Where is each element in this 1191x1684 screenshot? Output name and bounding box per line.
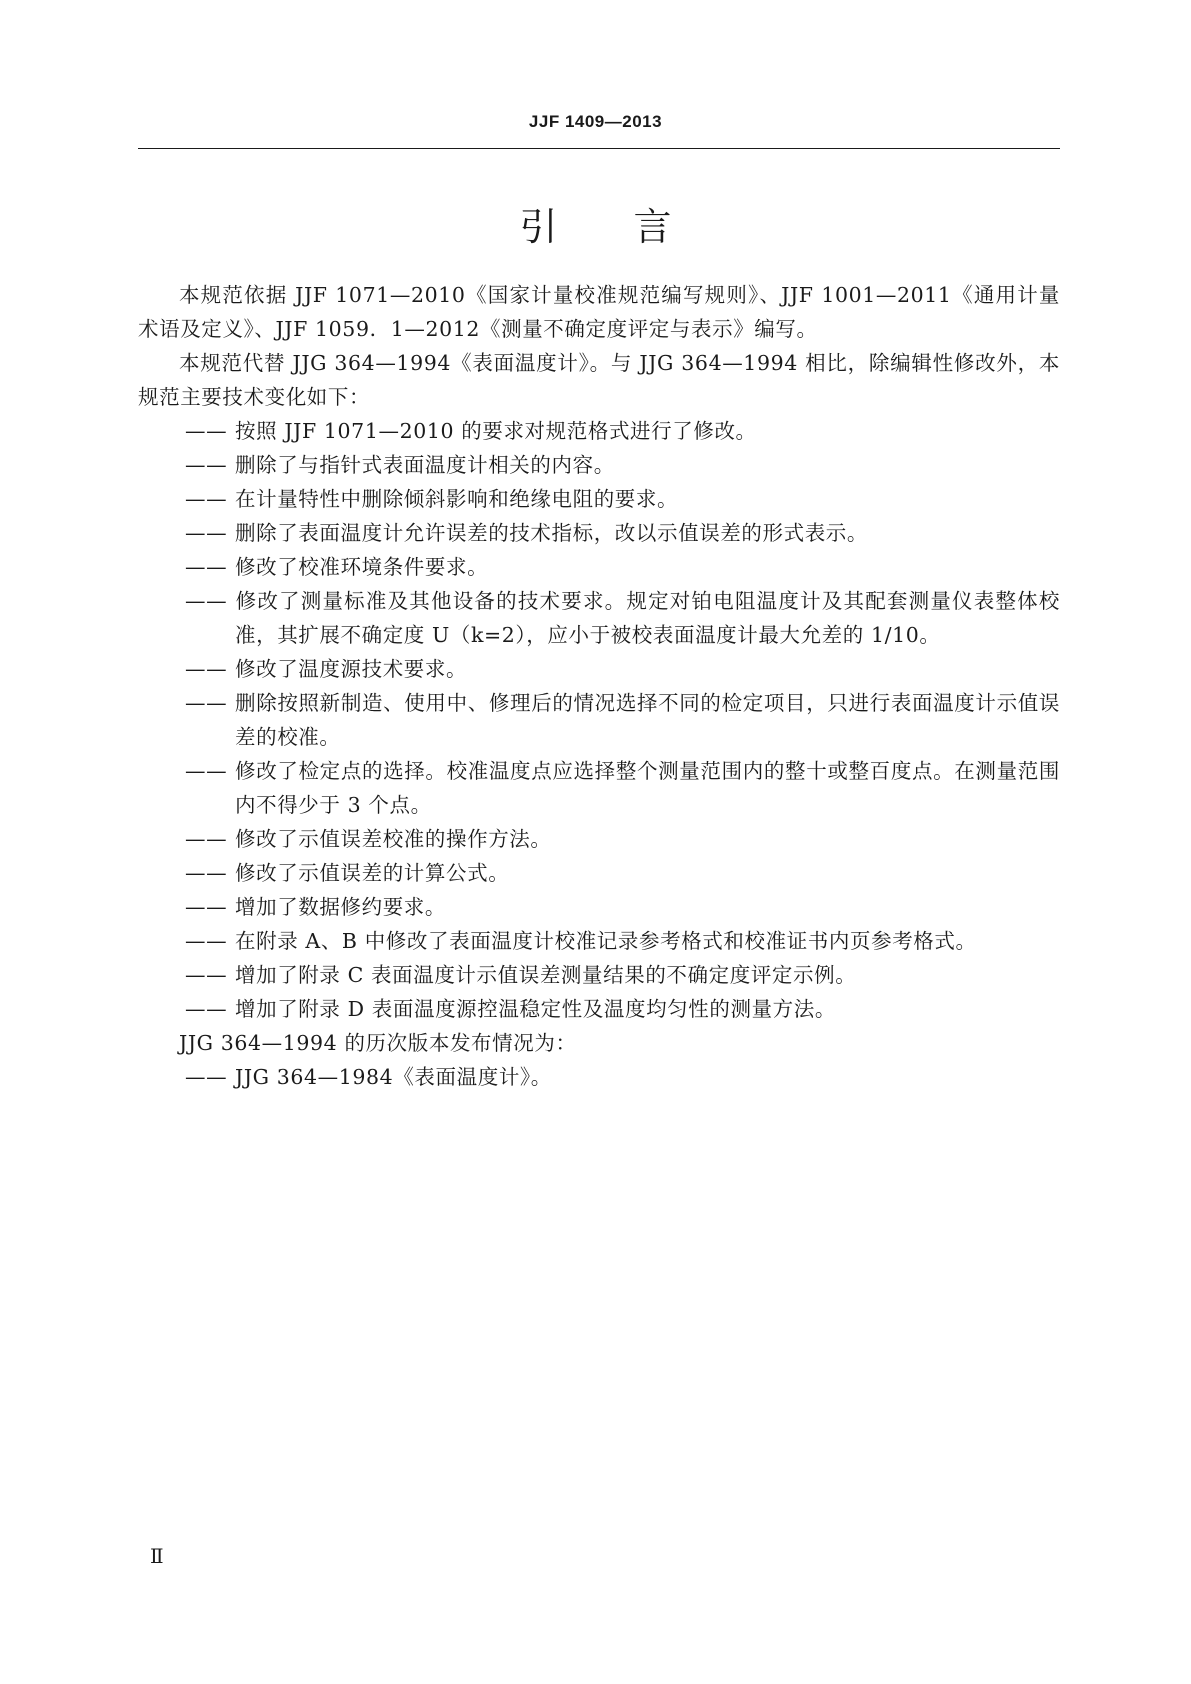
- history-item-text: JJG 364—1984《表面温度计》。: [235, 1065, 552, 1089]
- change-item-text: 修改了校准环境条件要求。: [235, 555, 489, 579]
- change-item-text: 修改了示值误差校准的操作方法。: [235, 827, 552, 851]
- change-item: [138, 856, 1060, 890]
- document-code-header: JJF 1409—2013: [528, 112, 663, 131]
- dash-mark: ——: [185, 963, 228, 987]
- dash-mark: ——: [185, 555, 228, 579]
- intro-paragraph-replacement: 本规范代替 JJG 364—1994《表面温度计》。与 JJG 364—1994 相比，除编辑性修改外，本规范主要技术变化如下：: [138, 351, 1060, 409]
- dash-mark: ——: [185, 691, 228, 715]
- change-item-text: 修改了示值误差的计算公式。: [235, 861, 510, 885]
- page-title: 引言: [519, 205, 748, 249]
- history-heading: JJG 364—1994 的历次版本发布情况为：: [179, 1031, 577, 1055]
- dash-mark: ——: [185, 997, 228, 1021]
- change-item: [138, 448, 1060, 482]
- change-item: [138, 890, 1060, 924]
- dash-mark: ——: [185, 861, 228, 885]
- intro-paragraph-basis: 本规范依据 JJF 1071—2010《国家计量校准规范编写规则》、JJF 1001—2011《通用计量术语及定义》、JJF 1059．1—2012《测量不确定度评定与表示》编写。: [138, 283, 1060, 341]
- change-item-text: 删除了表面温度计允许误差的技术指标，改以示值误差的形式表示。: [235, 521, 868, 545]
- change-item-text: 增加了数据修约要求。: [235, 895, 446, 919]
- change-item-text: 修改了检定点的选择。校准温度点应选择整个测量范围内的整十或整百度点。在测量范围内不得少于 3 个点。: [235, 759, 1060, 817]
- change-item: [138, 652, 1060, 686]
- dash-mark: ——: [185, 487, 228, 511]
- change-item-text: 按照 JJF 1071—2010 的要求对规范格式进行了修改。: [235, 419, 757, 443]
- dash-mark: ——: [185, 1065, 228, 1089]
- dash-mark: ——: [185, 929, 228, 953]
- change-item-text: 在计量特性中删除倾斜影响和绝缘电阻的要求。: [235, 487, 679, 511]
- change-item: [138, 958, 1060, 992]
- change-item: [138, 482, 1060, 516]
- header-divider: [138, 148, 1060, 149]
- change-item-text: 在附录 A、B 中修改了表面温度计校准记录参考格式和校准证书内页参考格式。: [235, 929, 977, 953]
- dash-mark: ——: [185, 589, 228, 613]
- change-item-text: 修改了测量标准及其他设备的技术要求。规定对铂电阻温度计及其配套测量仪表整体校准，其扩展不确定度 U（k=2），应小于被校表面温度计最大允差的 1/10。: [235, 589, 1060, 647]
- change-item: [138, 754, 1060, 822]
- change-item: [138, 686, 1060, 754]
- change-item: [138, 822, 1060, 856]
- history-item: [138, 1060, 1060, 1094]
- dash-mark: ——: [185, 453, 228, 477]
- change-item-text: 修改了温度源技术要求。: [235, 657, 468, 681]
- change-item: [138, 516, 1060, 550]
- change-item: [138, 924, 1060, 958]
- change-item-text: 增加了附录 C 表面温度计示值误差测量结果的不确定度评定示例。: [235, 963, 857, 987]
- change-item: [138, 992, 1060, 1026]
- page-number: Ⅱ: [150, 1544, 164, 1568]
- change-item-text: 删除了与指针式表面温度计相关的内容。: [235, 453, 615, 477]
- change-item: [138, 550, 1060, 584]
- dash-mark: ——: [185, 521, 228, 545]
- document-body: [138, 278, 1060, 1094]
- change-item-text: 增加了附录 D 表面温度源控温稳定性及温度均匀性的测量方法。: [235, 997, 836, 1021]
- change-item: [138, 414, 1060, 448]
- dash-mark: ——: [185, 895, 228, 919]
- dash-mark: ——: [185, 759, 228, 783]
- change-item: [138, 584, 1060, 652]
- dash-mark: ——: [185, 827, 228, 851]
- dash-mark: ——: [185, 657, 228, 681]
- dash-mark: ——: [185, 419, 228, 443]
- change-item-text: 删除按照新制造、使用中、修理后的情况选择不同的检定项目，只进行表面温度计示值误差的校准。: [235, 691, 1060, 749]
